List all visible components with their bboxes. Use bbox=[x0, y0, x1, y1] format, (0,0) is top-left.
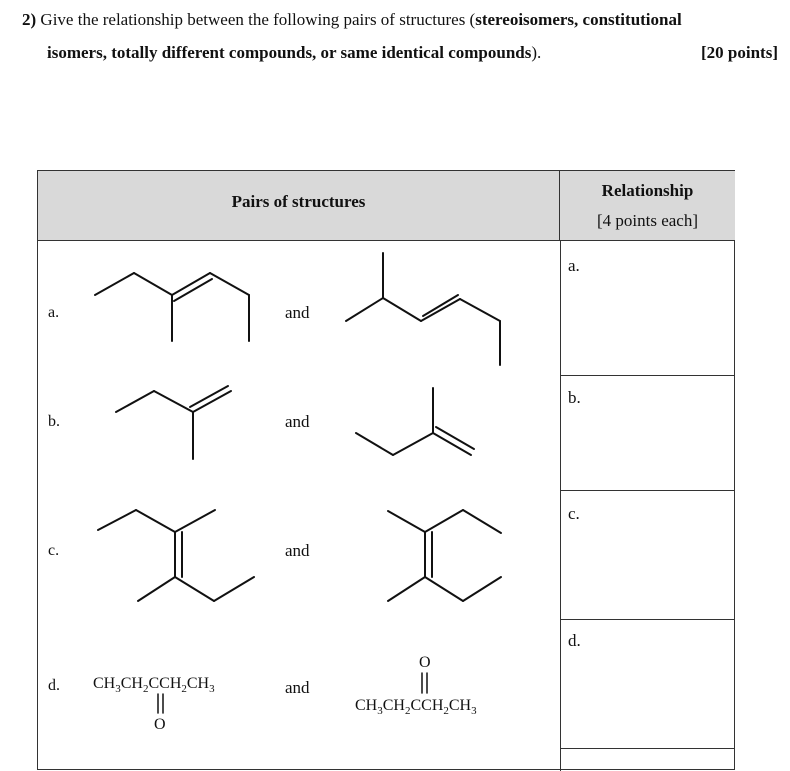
answer-cell-a[interactable]: a. bbox=[568, 256, 580, 275]
carbonyl-bond-d-right bbox=[38, 171, 736, 771]
header-relationship-title: Relationship bbox=[601, 181, 694, 200]
question-text: Give the relationship between the following pairs of structures ( bbox=[40, 10, 476, 29]
row-label-d: d. bbox=[48, 677, 60, 694]
formula-d-left-part-1: CH bbox=[93, 675, 116, 692]
formula-d-left-part-4: CH bbox=[186, 675, 210, 692]
formula-d-right-sub-1: 3 bbox=[377, 705, 383, 718]
formula-d-left-sub-3: 2 bbox=[181, 683, 187, 696]
formula-d-left-sub-2: 2 bbox=[142, 683, 149, 696]
question-line-2 bbox=[47, 43, 541, 63]
oxygen-d-right: O bbox=[419, 654, 431, 671]
header-pairs-title: Pairs of structures bbox=[231, 192, 366, 211]
formula-d-left-sub-4: 3 bbox=[209, 683, 215, 696]
answer-cell-c[interactable]: c. bbox=[568, 504, 580, 523]
formula-d-left-part-3: CCH bbox=[148, 675, 182, 692]
formula-d-left-sub-1: 3 bbox=[115, 683, 121, 696]
row-label-c: c. bbox=[48, 542, 60, 559]
question-end: ). bbox=[531, 43, 542, 62]
formula-d-right-part-2: CH bbox=[382, 697, 405, 714]
question-line-1 bbox=[22, 10, 682, 30]
structures-table bbox=[37, 170, 735, 770]
and-label-b: and bbox=[285, 412, 310, 431]
and-label-a: and bbox=[285, 303, 310, 322]
header-relationship-sub: [4 points each] bbox=[596, 211, 699, 230]
and-label-d: and bbox=[285, 678, 310, 697]
question-number: 2) bbox=[22, 10, 37, 29]
formula-d-right-part-1: CH bbox=[355, 697, 378, 714]
row-label-b: b. bbox=[48, 413, 60, 430]
formula-d-right bbox=[355, 697, 477, 717]
points-label: [20 points] bbox=[701, 43, 778, 62]
answer-cell-b[interactable]: b. bbox=[568, 388, 581, 407]
question-bold-1: stereoisomers, constitutional bbox=[475, 10, 682, 29]
formula-d-right-sub-2: 2 bbox=[404, 705, 411, 718]
formula-d-right-part-3: CCH bbox=[410, 697, 444, 714]
formula-d-right-sub-4: 3 bbox=[471, 705, 477, 718]
question-bold-2: isomers, totally different compounds, or same identical compounds bbox=[47, 43, 532, 62]
row-label-a: a. bbox=[48, 304, 60, 321]
answer-cell-d[interactable]: d. bbox=[568, 631, 581, 650]
oxygen-d-left: O bbox=[154, 716, 166, 733]
formula-d-left-part-2: CH bbox=[120, 675, 143, 692]
and-label-c: and bbox=[285, 541, 310, 560]
formula-d-right-part-4: CH bbox=[448, 697, 472, 714]
formula-d-right-sub-3: 2 bbox=[443, 705, 449, 718]
